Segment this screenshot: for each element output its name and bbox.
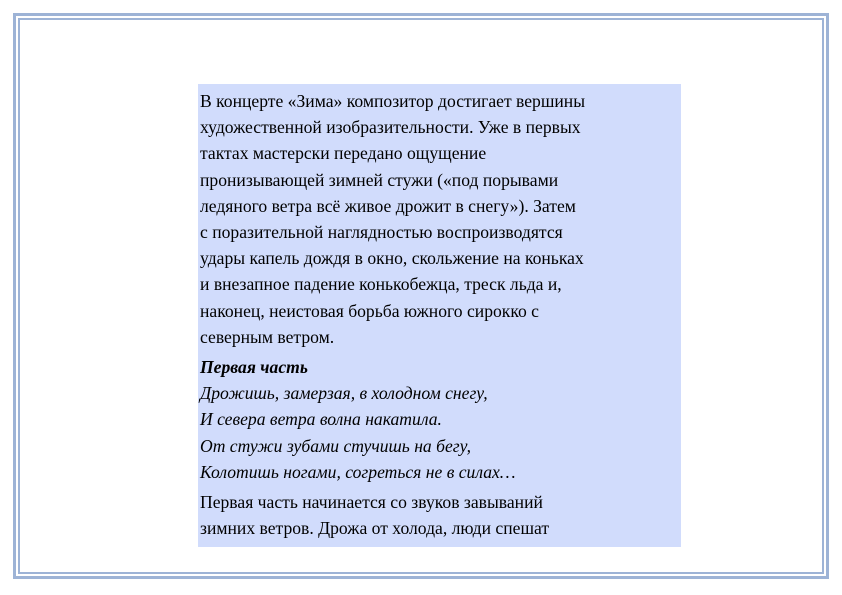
intro-line: ледяного ветра всё живое дрожит в снегу»). Затем: [200, 195, 576, 216]
poem-line: Дрожишь, замерзая, в холодном снегу,: [200, 383, 488, 404]
intro-line: удары капель дождя в окно, скольжение на коньках: [200, 248, 584, 269]
closing-line: Первая часть начинается со звуков завываний: [200, 492, 543, 513]
poem-line: От стужи зубами стучишь на бегу,: [200, 435, 471, 456]
intro-paragraph: [200, 88, 679, 350]
closing-paragraph: [200, 489, 679, 541]
poem-line: Колотишь ногами, согреться не в силах…: [200, 461, 516, 482]
intro-line: с поразительной наглядностью воспроизводятся: [200, 222, 563, 243]
intro-line: наконец, неистовая борьба южного сирокко с: [200, 300, 539, 321]
intro-line: северным ветром.: [200, 326, 335, 347]
poem-title: Первая часть: [200, 357, 308, 378]
poem-line: И севера ветра волна накатила.: [200, 409, 442, 430]
intro-line: и внезапное падение конькобежца, треск льда и,: [200, 274, 562, 295]
slide-text-box: [198, 84, 681, 547]
intro-line: тактах мастерски передано ощущение: [200, 143, 487, 164]
intro-line: пронизывающей зимней стужи («под порывами: [200, 169, 559, 190]
closing-line: зимних ветров. Дрожа от холода, люди спешат: [200, 518, 550, 539]
poem-block: [200, 354, 679, 485]
intro-line: В концерте «Зима» композитор достигает вершины: [200, 91, 586, 111]
intro-line: художественной изобразительности. Уже в первых: [200, 117, 581, 138]
